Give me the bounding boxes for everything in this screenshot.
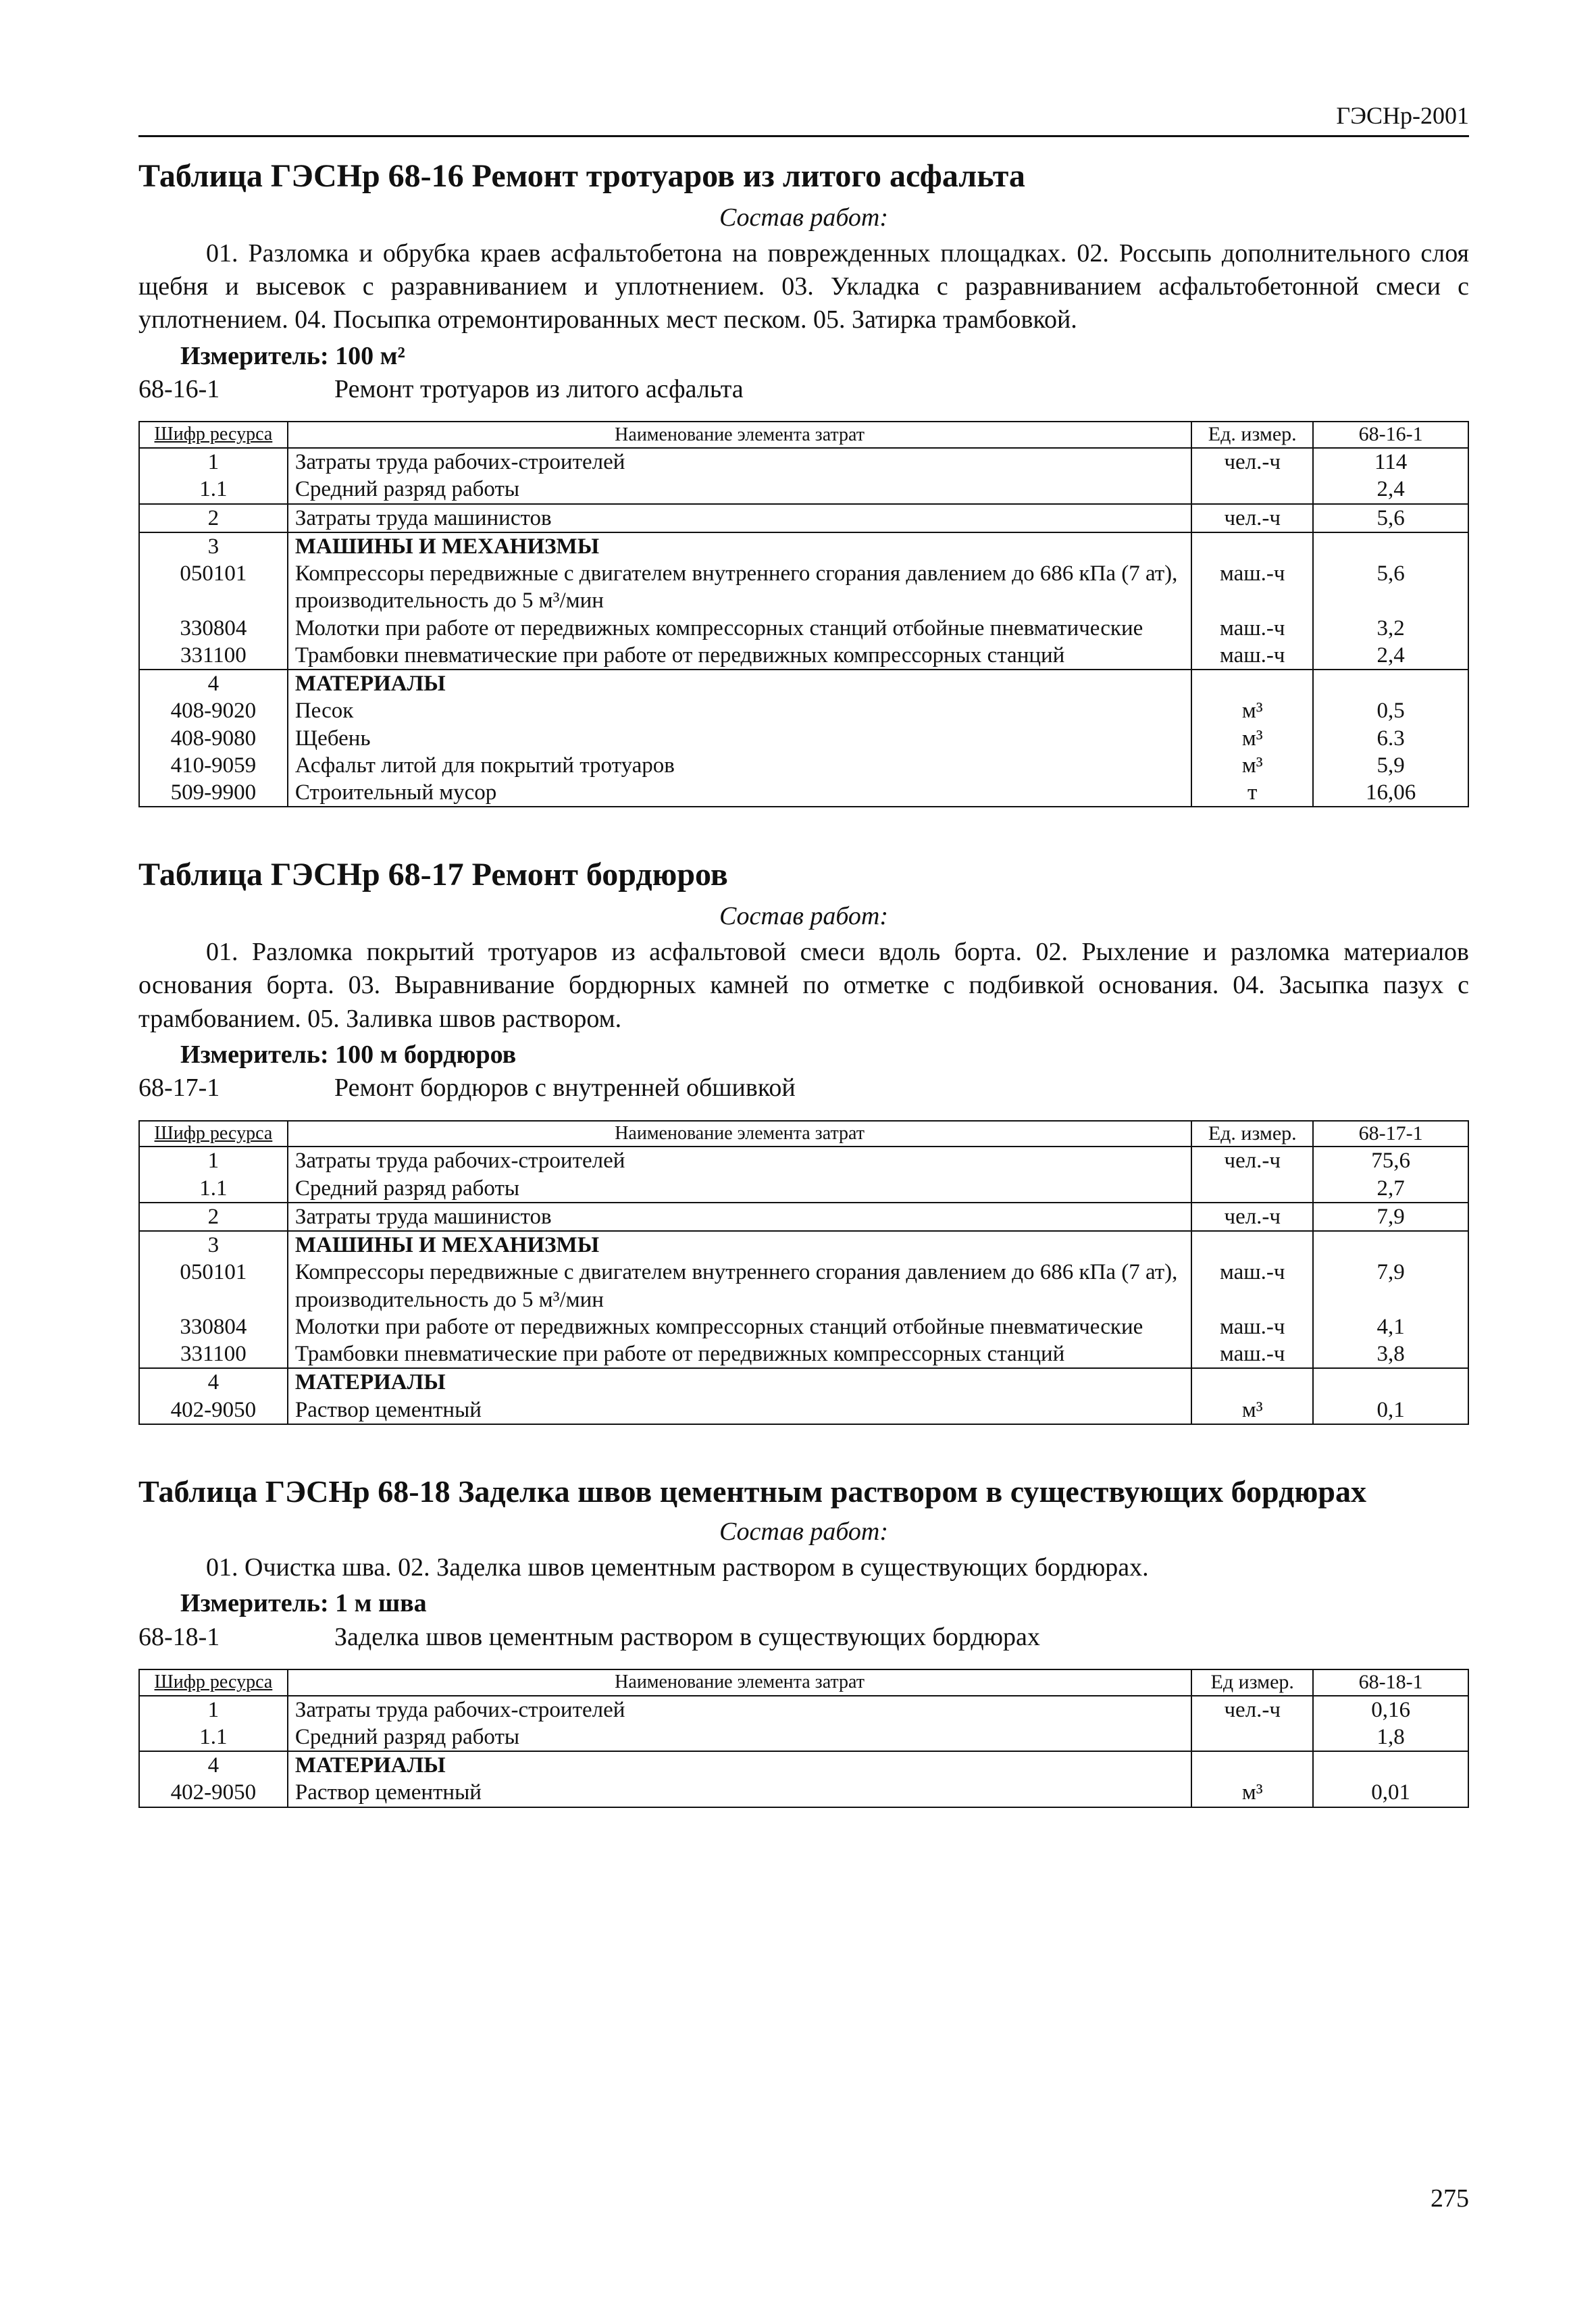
element-name-cell: Затраты труда рабочих-строителей bbox=[288, 448, 1191, 476]
table-row bbox=[139, 615, 1468, 642]
element-name-cell: Раствор цементный bbox=[288, 1397, 1191, 1424]
measure-unit: Измеритель: 100 м бордюров bbox=[180, 1040, 517, 1069]
column-header-value: 68-16-1 bbox=[1313, 422, 1468, 448]
element-name-cell: МАТЕРИАЛЫ bbox=[288, 670, 1191, 697]
value-cell: 114 bbox=[1313, 448, 1468, 476]
table-header-row bbox=[139, 1669, 1468, 1696]
measure-unit: Измеритель: 100 м² bbox=[180, 341, 405, 370]
column-header-unit: Ед измер. bbox=[1191, 1669, 1313, 1696]
value-cell: 3,2 bbox=[1313, 615, 1468, 642]
column-header-shifr: Шифр ресурса bbox=[139, 1669, 288, 1696]
column-header-shifr: Шифр ресурса bbox=[139, 1121, 288, 1147]
resource-code-cell: 1 bbox=[139, 1147, 288, 1174]
element-name-cell: Компрессоры передвижные с двигателем внутреннего сгорания давлением до 686 кПа (7 ат), производительность до 5 м³/мин bbox=[288, 560, 1191, 615]
table-row bbox=[139, 1397, 1468, 1424]
table-row bbox=[139, 725, 1468, 752]
resource-code-cell: 4 bbox=[139, 1368, 288, 1396]
value-cell: 0,16 bbox=[1313, 1696, 1468, 1724]
unit-cell: т bbox=[1191, 779, 1313, 807]
unit-cell: маш.-ч bbox=[1191, 1259, 1313, 1313]
work-composition-text: 01. Очистка шва. 02. Заделка швов цементным раствором в существующих бордюрах. bbox=[206, 1553, 1149, 1582]
element-name-cell: Средний разряд работы bbox=[288, 1175, 1191, 1203]
unit-cell: маш.-ч bbox=[1191, 560, 1313, 615]
table-body bbox=[139, 1147, 1468, 1424]
table-row bbox=[139, 1203, 1468, 1231]
value-cell bbox=[1313, 670, 1468, 697]
section-title: Таблица ГЭСНр 68-16 Ремонт тротуаров из литого асфальта bbox=[138, 158, 1025, 194]
work-composition-text: 01. Разломка покрытий тротуаров из асфальтовой смеси вдоль борта. 02. Рыхление и разломка материалов основания борта. 03. Выравнивание бордюрных камней по отметке с подбивкой основания. 04. Засыпка пазух с трамбованием. 05. Заливка швов раствором. bbox=[138, 937, 1469, 1033]
table-row bbox=[139, 642, 1468, 670]
section-68-18 bbox=[138, 1472, 1469, 1808]
unit-cell: маш.-ч bbox=[1191, 1313, 1313, 1340]
unit-cell: м³ bbox=[1191, 752, 1313, 779]
unit-cell bbox=[1191, 476, 1313, 503]
value-cell: 2,4 bbox=[1313, 476, 1468, 503]
unit-cell: чел.-ч bbox=[1191, 1696, 1313, 1724]
element-name-cell: Затраты труда машинистов bbox=[288, 1203, 1191, 1231]
value-cell: 0,01 bbox=[1313, 1779, 1468, 1807]
table-row bbox=[139, 448, 1468, 476]
section-68-17 bbox=[138, 855, 1469, 1425]
item-name: Заделка швов цементным раствором в существующих бордюрах bbox=[334, 1622, 1040, 1651]
column-header-name: Наименование элемента затрат bbox=[288, 1121, 1191, 1147]
value-cell: 16,06 bbox=[1313, 779, 1468, 807]
resource-code-cell: 2 bbox=[139, 1203, 288, 1231]
element-name-cell: Асфальт литой для покрытий тротуаров bbox=[288, 752, 1191, 779]
column-header-value: 68-18-1 bbox=[1313, 1669, 1468, 1696]
unit-cell: чел.-ч bbox=[1191, 1147, 1313, 1174]
unit-cell bbox=[1191, 1175, 1313, 1203]
value-cell: 5,9 bbox=[1313, 752, 1468, 779]
element-name-cell: Затраты труда рабочих-строителей bbox=[288, 1696, 1191, 1724]
table-row bbox=[139, 1751, 1468, 1779]
unit-cell: маш.-ч bbox=[1191, 1340, 1313, 1368]
column-header-unit: Ед. измер. bbox=[1191, 422, 1313, 448]
value-cell: 1,8 bbox=[1313, 1724, 1468, 1751]
table-row bbox=[139, 1147, 1468, 1174]
element-name-cell: МАШИНЫ И МЕХАНИЗМЫ bbox=[288, 1231, 1191, 1259]
resource-code-cell: 408-9080 bbox=[139, 725, 288, 752]
table-row bbox=[139, 1231, 1468, 1259]
item-code: 68-17-1 bbox=[138, 1074, 220, 1103]
table-row bbox=[139, 476, 1468, 503]
column-header-shifr: Шифр ресурса bbox=[139, 422, 288, 448]
item-code: 68-18-1 bbox=[138, 1622, 220, 1651]
work-composition-text: 01. Разломка и обрубка краев асфальтобетона на поврежденных площадках. 02. Россыпь дополнительного слоя щебня и высевок с разравниванием и уплотнением. 03. Укладка с разравниванием асфальтобетонной смеси с уплотнением. 04. Посыпка отремонтированных мест песком. 05. Затирка трамбовкой. bbox=[138, 238, 1469, 334]
cost-table bbox=[138, 1120, 1469, 1425]
value-cell: 5,6 bbox=[1313, 504, 1468, 532]
unit-cell: чел.-ч bbox=[1191, 448, 1313, 476]
value-cell bbox=[1313, 1231, 1468, 1259]
element-name-cell: Затраты труда машинистов bbox=[288, 504, 1191, 532]
work-composition-label: Состав работ: bbox=[719, 902, 889, 931]
unit-cell bbox=[1191, 1368, 1313, 1396]
item-name: Ремонт тротуаров из литого асфальта bbox=[334, 375, 744, 404]
table-row bbox=[139, 504, 1468, 532]
element-name-cell: Трамбовки пневматические при работе от передвижных компрессорных станций bbox=[288, 642, 1191, 670]
resource-code-cell: 1.1 bbox=[139, 1724, 288, 1751]
resource-code-cell: 402-9050 bbox=[139, 1779, 288, 1807]
unit-cell: чел.-ч bbox=[1191, 1203, 1313, 1231]
resource-code-cell: 2 bbox=[139, 504, 288, 532]
column-header-unit: Ед. измер. bbox=[1191, 1121, 1313, 1147]
resource-code-cell: 4 bbox=[139, 1751, 288, 1779]
value-cell: 7,9 bbox=[1313, 1203, 1468, 1231]
cost-table bbox=[138, 421, 1469, 807]
item-code: 68-16-1 bbox=[138, 375, 220, 404]
value-cell: 75,6 bbox=[1313, 1147, 1468, 1174]
unit-cell: м³ bbox=[1191, 1779, 1313, 1807]
resource-code-cell: 050101 bbox=[139, 1259, 288, 1313]
table-body bbox=[139, 1696, 1468, 1807]
value-cell: 5,6 bbox=[1313, 560, 1468, 615]
value-cell: 6.3 bbox=[1313, 725, 1468, 752]
item-name: Ремонт бордюров с внутренней обшивкой bbox=[334, 1074, 796, 1103]
table-row bbox=[139, 560, 1468, 615]
work-composition-label: Состав работ: bbox=[719, 1517, 889, 1546]
resource-code-cell: 1 bbox=[139, 448, 288, 476]
unit-cell: маш.-ч bbox=[1191, 642, 1313, 670]
column-header-name: Наименование элемента затрат bbox=[288, 1669, 1191, 1696]
measure-unit: Измеритель: 1 м шва bbox=[180, 1589, 427, 1618]
element-name-cell: Средний разряд работы bbox=[288, 1724, 1191, 1751]
section-title: Таблица ГЭСНр 68-18 Заделка швов цементным раствором в существующих бордюрах bbox=[138, 1474, 1367, 1509]
resource-code-cell: 408-9020 bbox=[139, 697, 288, 724]
unit-cell: м³ bbox=[1191, 1397, 1313, 1424]
page-number: 275 bbox=[1431, 2184, 1469, 2213]
table-row bbox=[139, 1313, 1468, 1340]
running-header: ГЭСНр-2001 bbox=[138, 101, 1469, 137]
element-name-cell: МАТЕРИАЛЫ bbox=[288, 1368, 1191, 1396]
resource-code-cell: 331100 bbox=[139, 642, 288, 670]
element-name-cell: Трамбовки пневматические при работе от передвижных компрессорных станций bbox=[288, 1340, 1191, 1368]
value-cell: 7,9 bbox=[1313, 1259, 1468, 1313]
table-header-row bbox=[139, 1121, 1468, 1147]
table-row bbox=[139, 752, 1468, 779]
element-name-cell: Молотки при работе от передвижных компрессорных станций отбойные пневматические bbox=[288, 615, 1191, 642]
value-cell: 0,5 bbox=[1313, 697, 1468, 724]
resource-code-cell: 4 bbox=[139, 670, 288, 697]
table-row bbox=[139, 1259, 1468, 1313]
unit-cell bbox=[1191, 532, 1313, 560]
resource-code-cell: 3 bbox=[139, 1231, 288, 1259]
value-cell bbox=[1313, 1368, 1468, 1396]
table-header-row bbox=[139, 422, 1468, 448]
element-name-cell: Строительный мусор bbox=[288, 779, 1191, 807]
value-cell: 2,4 bbox=[1313, 642, 1468, 670]
unit-cell: чел.-ч bbox=[1191, 504, 1313, 532]
section-68-16 bbox=[138, 156, 1469, 807]
table-row bbox=[139, 1696, 1468, 1724]
element-name-cell: МАШИНЫ И МЕХАНИЗМЫ bbox=[288, 532, 1191, 560]
table-row bbox=[139, 1368, 1468, 1396]
resource-code-cell: 509-9900 bbox=[139, 779, 288, 807]
table-row bbox=[139, 670, 1468, 697]
resource-code-cell: 3 bbox=[139, 532, 288, 560]
table-row bbox=[139, 1724, 1468, 1751]
item-subtitle bbox=[138, 1072, 1469, 1105]
table-row bbox=[139, 1779, 1468, 1807]
unit-cell bbox=[1191, 1231, 1313, 1259]
resource-code-cell: 410-9059 bbox=[139, 752, 288, 779]
element-name-cell: МАТЕРИАЛЫ bbox=[288, 1751, 1191, 1779]
section-title: Таблица ГЭСНр 68-17 Ремонт бордюров bbox=[138, 857, 728, 893]
element-name-cell: Молотки при работе от передвижных компрессорных станций отбойные пневматические bbox=[288, 1313, 1191, 1340]
resource-code-cell: 050101 bbox=[139, 560, 288, 615]
resource-code-cell: 1 bbox=[139, 1696, 288, 1724]
table-row bbox=[139, 779, 1468, 807]
element-name-cell: Щебень bbox=[288, 725, 1191, 752]
work-composition-label: Состав работ: bbox=[719, 203, 889, 232]
element-name-cell: Затраты труда рабочих-строителей bbox=[288, 1147, 1191, 1174]
value-cell: 0,1 bbox=[1313, 1397, 1468, 1424]
unit-cell: м³ bbox=[1191, 725, 1313, 752]
table-row bbox=[139, 697, 1468, 724]
table-body bbox=[139, 448, 1468, 807]
item-subtitle bbox=[138, 1621, 1469, 1654]
value-cell: 3,8 bbox=[1313, 1340, 1468, 1368]
unit-cell bbox=[1191, 1751, 1313, 1779]
element-name-cell: Компрессоры передвижные с двигателем внутреннего сгорания давлением до 686 кПа (7 ат), производительность до 5 м³/мин bbox=[288, 1259, 1191, 1313]
element-name-cell: Песок bbox=[288, 697, 1191, 724]
value-cell: 4,1 bbox=[1313, 1313, 1468, 1340]
unit-cell bbox=[1191, 1724, 1313, 1751]
value-cell bbox=[1313, 532, 1468, 560]
resource-code-cell: 1.1 bbox=[139, 1175, 288, 1203]
table-row bbox=[139, 1340, 1468, 1368]
resource-code-cell: 331100 bbox=[139, 1340, 288, 1368]
column-header-value: 68-17-1 bbox=[1313, 1121, 1468, 1147]
table-row bbox=[139, 1175, 1468, 1203]
resource-code-cell: 1.1 bbox=[139, 476, 288, 503]
value-cell: 2,7 bbox=[1313, 1175, 1468, 1203]
document-page bbox=[138, 101, 1469, 1821]
value-cell bbox=[1313, 1751, 1468, 1779]
item-subtitle bbox=[138, 373, 1469, 406]
unit-cell: маш.-ч bbox=[1191, 615, 1313, 642]
unit-cell: м³ bbox=[1191, 697, 1313, 724]
resource-code-cell: 402-9050 bbox=[139, 1397, 288, 1424]
cost-table bbox=[138, 1669, 1469, 1808]
resource-code-cell: 330804 bbox=[139, 1313, 288, 1340]
unit-cell bbox=[1191, 670, 1313, 697]
column-header-name: Наименование элемента затрат bbox=[288, 422, 1191, 448]
resource-code-cell: 330804 bbox=[139, 615, 288, 642]
element-name-cell: Раствор цементный bbox=[288, 1779, 1191, 1807]
table-row bbox=[139, 532, 1468, 560]
element-name-cell: Средний разряд работы bbox=[288, 476, 1191, 503]
